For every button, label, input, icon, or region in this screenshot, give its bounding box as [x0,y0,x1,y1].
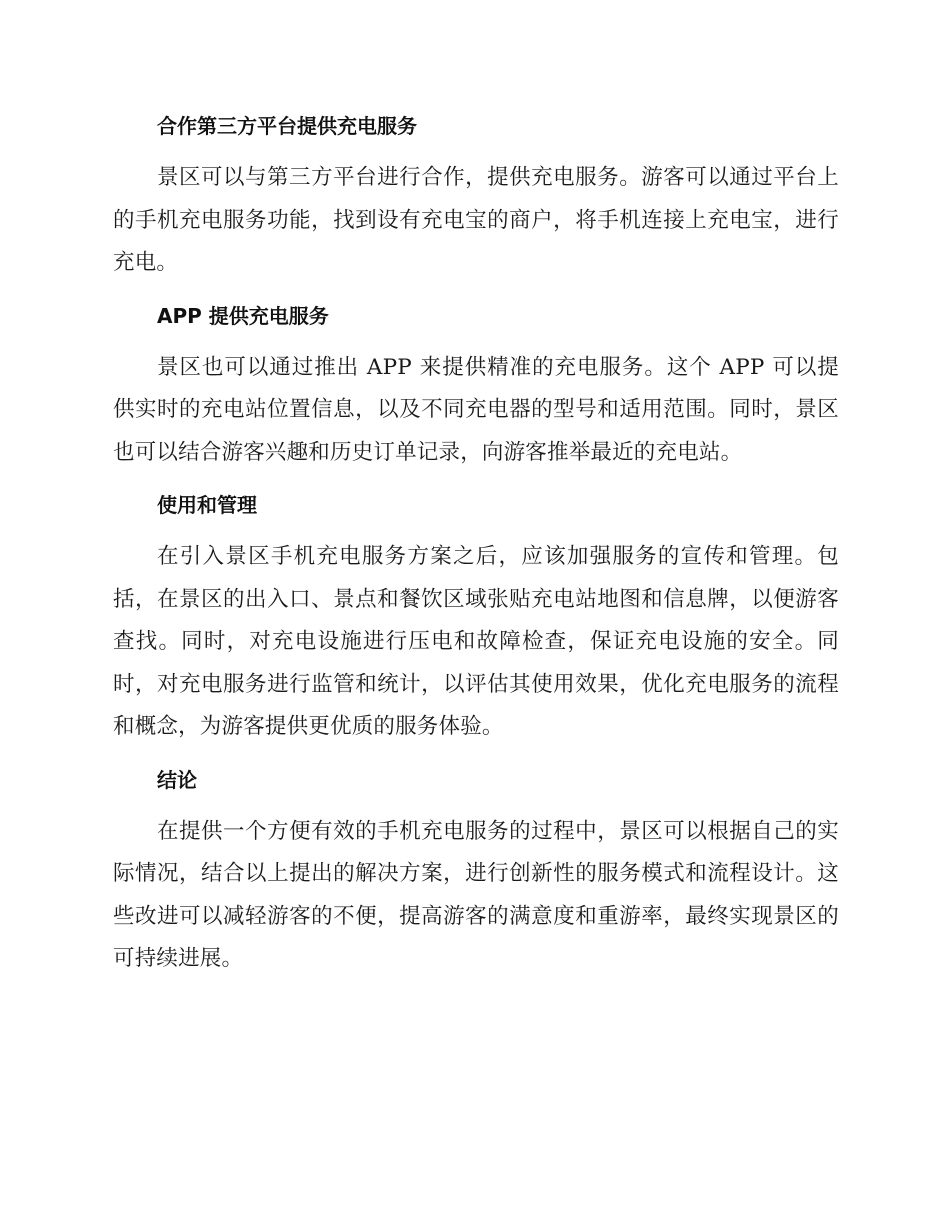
section-heading-third-party: 合作第三方平台提供充电服务 [157,114,417,138]
section-heading-conclusion: 结论 [157,767,197,792]
section-body-usage-management: 在引入景区手机充电服务方案之后，应该加强服务的宣传和管理。包括，在景区的出入口、景点和餐饮区域张贴充电站地图和信息牌，以便游客查找。同时，对充电设施进行压电和故障检查，保证充电设施的安全。同时，对充电服务进行监管和统计，以评估其使用效果，优化充电服务的流程和概念，为游客提供更优质的服务体验。 [113,544,839,739]
section-body-app: 景区也可以通过推出 APP 来提供精准的充电服务。这个 APP 可以提供实时的充电站位置信息，以及不同充电器的型号和适用范围。同时，景区也可以结合游客兴趣和历史订单记录，向游客推举最近的充电站。 [113,354,839,465]
document-content [113,105,839,991]
section-heading-app: APP 提供充电服务 [157,303,329,328]
section-body-third-party: 景区可以与第三方平台进行合作，提供充电服务。游客可以通过平台上的手机充电服务功能，找到设有充电宝的商户，将手机连接上充电宝，进行充电。 [113,165,839,275]
section-heading-usage-management: 使用和管理 [157,493,257,517]
section-body-conclusion: 在提供一个方便有效的手机充电服务的过程中，景区可以根据自己的实际情况，结合以上提出的解决方案，进行创新性的服务模式和流程设计。这些改进可以减轻游客的不便，提高游客的满意度和重游率，最终实现景区的可持续进展。 [113,818,839,971]
